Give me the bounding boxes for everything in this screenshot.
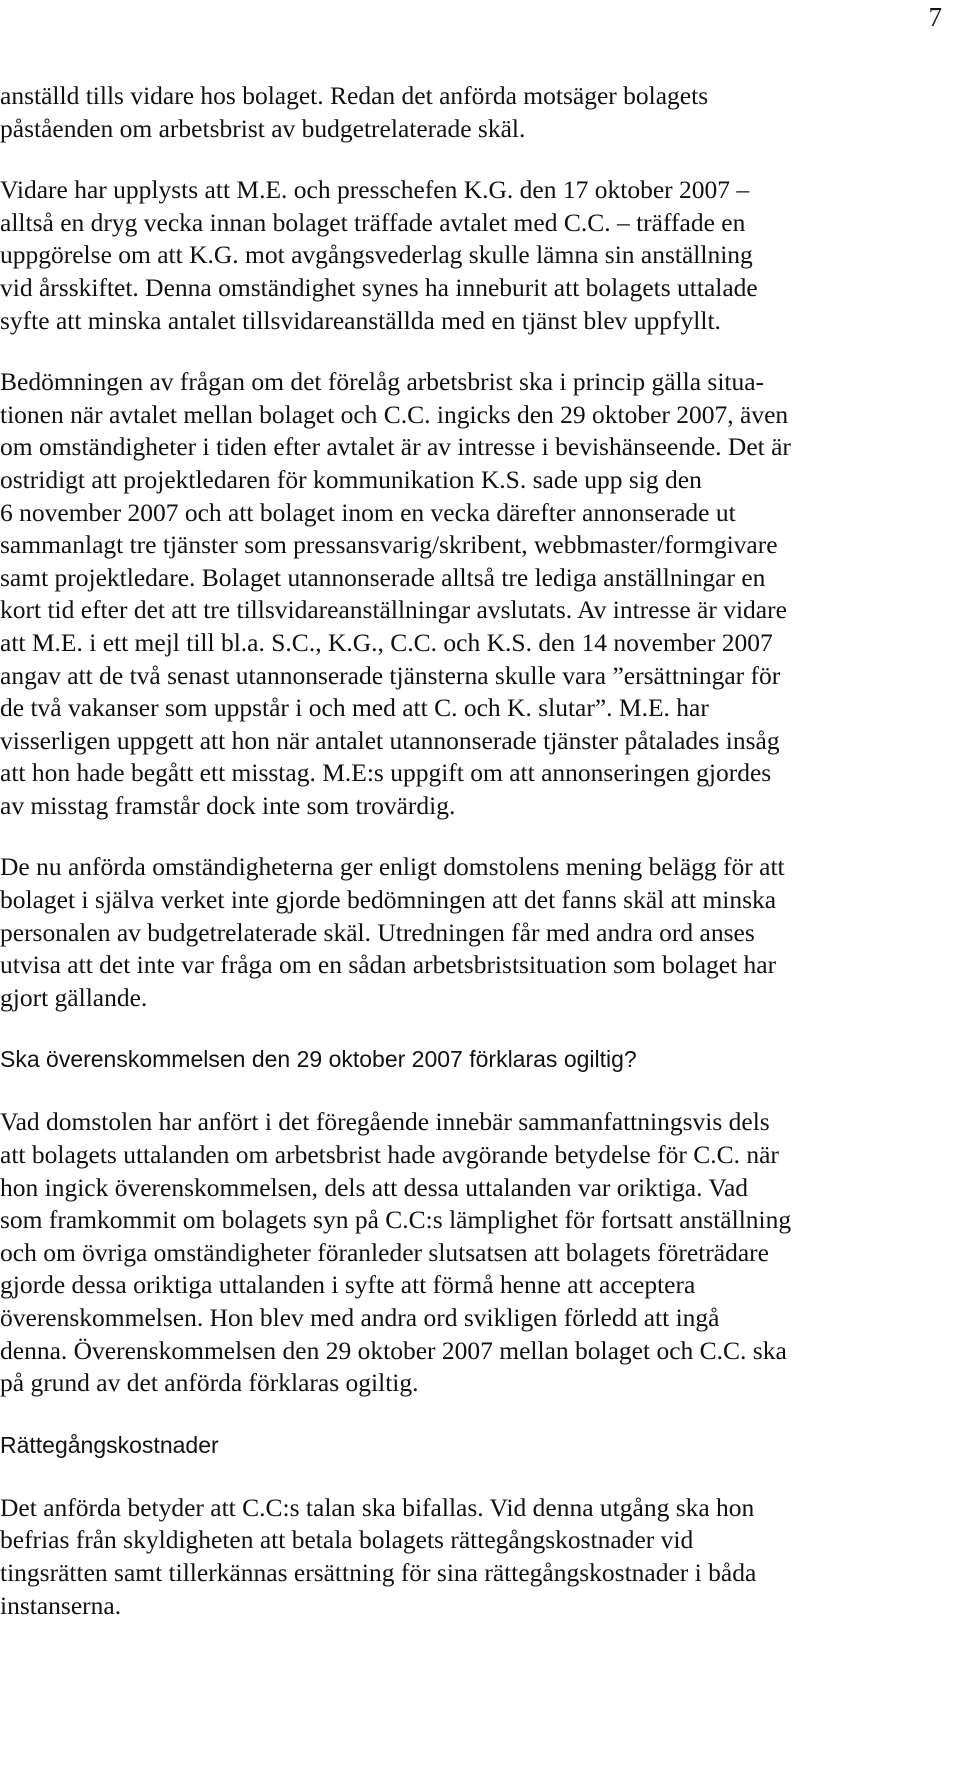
text-line: instanserna.: [0, 1590, 122, 1620]
text-line: Det anförda betyder att C.C:s talan ska bifallas. Vid denna utgång ska hon: [0, 1492, 755, 1522]
text-line: angav att de två senast utannonserade tjänsterna skulle vara ”ersättningar för: [0, 660, 781, 690]
text-line: gjort gällande.: [0, 982, 148, 1012]
paragraph-4: [0, 851, 944, 1014]
text-line: Vad domstolen har anfört i det föregående innebär sammanfattningsvis dels: [0, 1107, 770, 1137]
document-body: [0, 80, 944, 1651]
paragraph-5: [0, 1106, 944, 1399]
section-heading-ogiltig: Ska överenskommelsen den 29 oktober 2007 förklaras ogiltig?: [0, 1046, 637, 1073]
text-line: Bedömningen av frågan om det förelåg arbetsbrist ska i princip gälla situa-: [0, 367, 765, 397]
text-line: att hon hade begått ett misstag. M.E:s uppgift om att annonseringen gjordes: [0, 758, 772, 788]
text-line: att M.E. i ett mejl till bl.a. S.C., K.G., C.C. och K.S. den 14 november 2007: [0, 627, 773, 657]
text-line: att bolagets uttalanden om arbetsbrist hade avgörande betydelse för C.C. när: [0, 1140, 779, 1170]
text-line: tionen när avtalet mellan bolaget och C.C. ingicks den 29 oktober 2007, även: [0, 399, 789, 429]
page-number: 7: [928, 2, 942, 32]
text-line: denna. Överenskommelsen den 29 oktober 2007 mellan bolaget och C.C. ska: [0, 1335, 787, 1365]
text-line: visserligen uppgett att hon när antalet utannonserade tjänster påtalades insåg: [0, 725, 780, 755]
text-line: utvisa att det inte var fråga om en sådan arbetsbristsituation som bolaget har: [0, 950, 777, 980]
text-line: kort tid efter det att tre tillsvidareanställningar avslutats. Av intresse är vidare: [0, 595, 787, 625]
text-line: vid årsskiftet. Denna omständighet synes ha inneburit att bolagets uttalade: [0, 272, 758, 302]
text-line: befrias från skyldigheten att betala bolagets rättegångskostnader vid: [0, 1525, 694, 1555]
text-line: anställd tills vidare hos bolaget. Redan det anförda motsäger bolagets: [0, 81, 709, 110]
text-line: påståenden om arbetsbrist av budgetrelaterade skäl.: [0, 113, 526, 143]
text-line: hon ingick överenskommelsen, dels att dessa uttalanden var oriktiga. Vad: [0, 1172, 749, 1202]
paragraph-3: [0, 366, 944, 822]
text-line: sammanlagt tre tjänster som pressansvarig/skribent, webbmaster/formgivare: [0, 530, 778, 560]
section-heading-rattegangskostnader: Rättegångskostnader: [0, 1431, 219, 1458]
text-line: 6 november 2007 och att bolaget inom en vecka därefter annonserade ut: [0, 497, 736, 527]
paragraph-2: [0, 174, 944, 337]
text-line: samt projektledare. Bolaget utannonserade alltså tre lediga anställningar en: [0, 562, 766, 592]
paragraph-1: [0, 80, 944, 145]
text-line: och om övriga omständigheter föranleder slutsatsen att bolagets företrädare: [0, 1237, 769, 1267]
text-line: överenskommelsen. Hon blev med andra ord svikligen förledd att ingå: [0, 1303, 720, 1332]
text-line: De nu anförda omständigheterna ger enligt domstolens mening belägg för att: [0, 852, 785, 882]
text-line: bolaget i själva verket inte gjorde bedömningen att det fanns skäl att minska: [0, 885, 777, 915]
text-line: syfte att minska antalet tillsvidareanställda med en tjänst blev uppfyllt.: [0, 305, 721, 335]
text-line: alltså en dryg vecka innan bolaget träffade avtalet med C.C. – träffade en: [0, 207, 746, 237]
text-line: Vidare har upplysts att M.E. och presschefen K.G. den 17 oktober 2007 –: [0, 175, 750, 205]
text-line: gjorde dessa oriktiga uttalanden i syfte att förmå henne att acceptera: [0, 1270, 696, 1300]
text-line: av misstag framstår dock inte som trovärdig.: [0, 790, 456, 820]
text-line: de två vakanser som uppstår i och med att C. och K. slutar”. M.E. har: [0, 693, 709, 723]
text-line: om omständigheter i tiden efter avtalet är av intresse i bevishänseende. Det är: [0, 432, 791, 462]
text-line: på grund av det anförda förklaras ogiltig.: [0, 1368, 419, 1398]
text-line: ostridigt att projektledaren för kommunikation K.S. sade upp sig den: [0, 464, 702, 494]
text-line: uppgörelse om att K.G. mot avgångsvederlag skulle lämna sin anställning: [0, 240, 753, 270]
text-line: som framkommit om bolagets syn på C.C:s lämplighet för fortsatt anställning: [0, 1205, 792, 1235]
paragraph-6: [0, 1492, 944, 1622]
text-line: tingsrätten samt tillerkännas ersättning för sina rättegångskostnader i båda: [0, 1557, 757, 1587]
text-line: personalen av budgetrelaterade skäl. Utredningen får med andra ord anses: [0, 917, 755, 947]
